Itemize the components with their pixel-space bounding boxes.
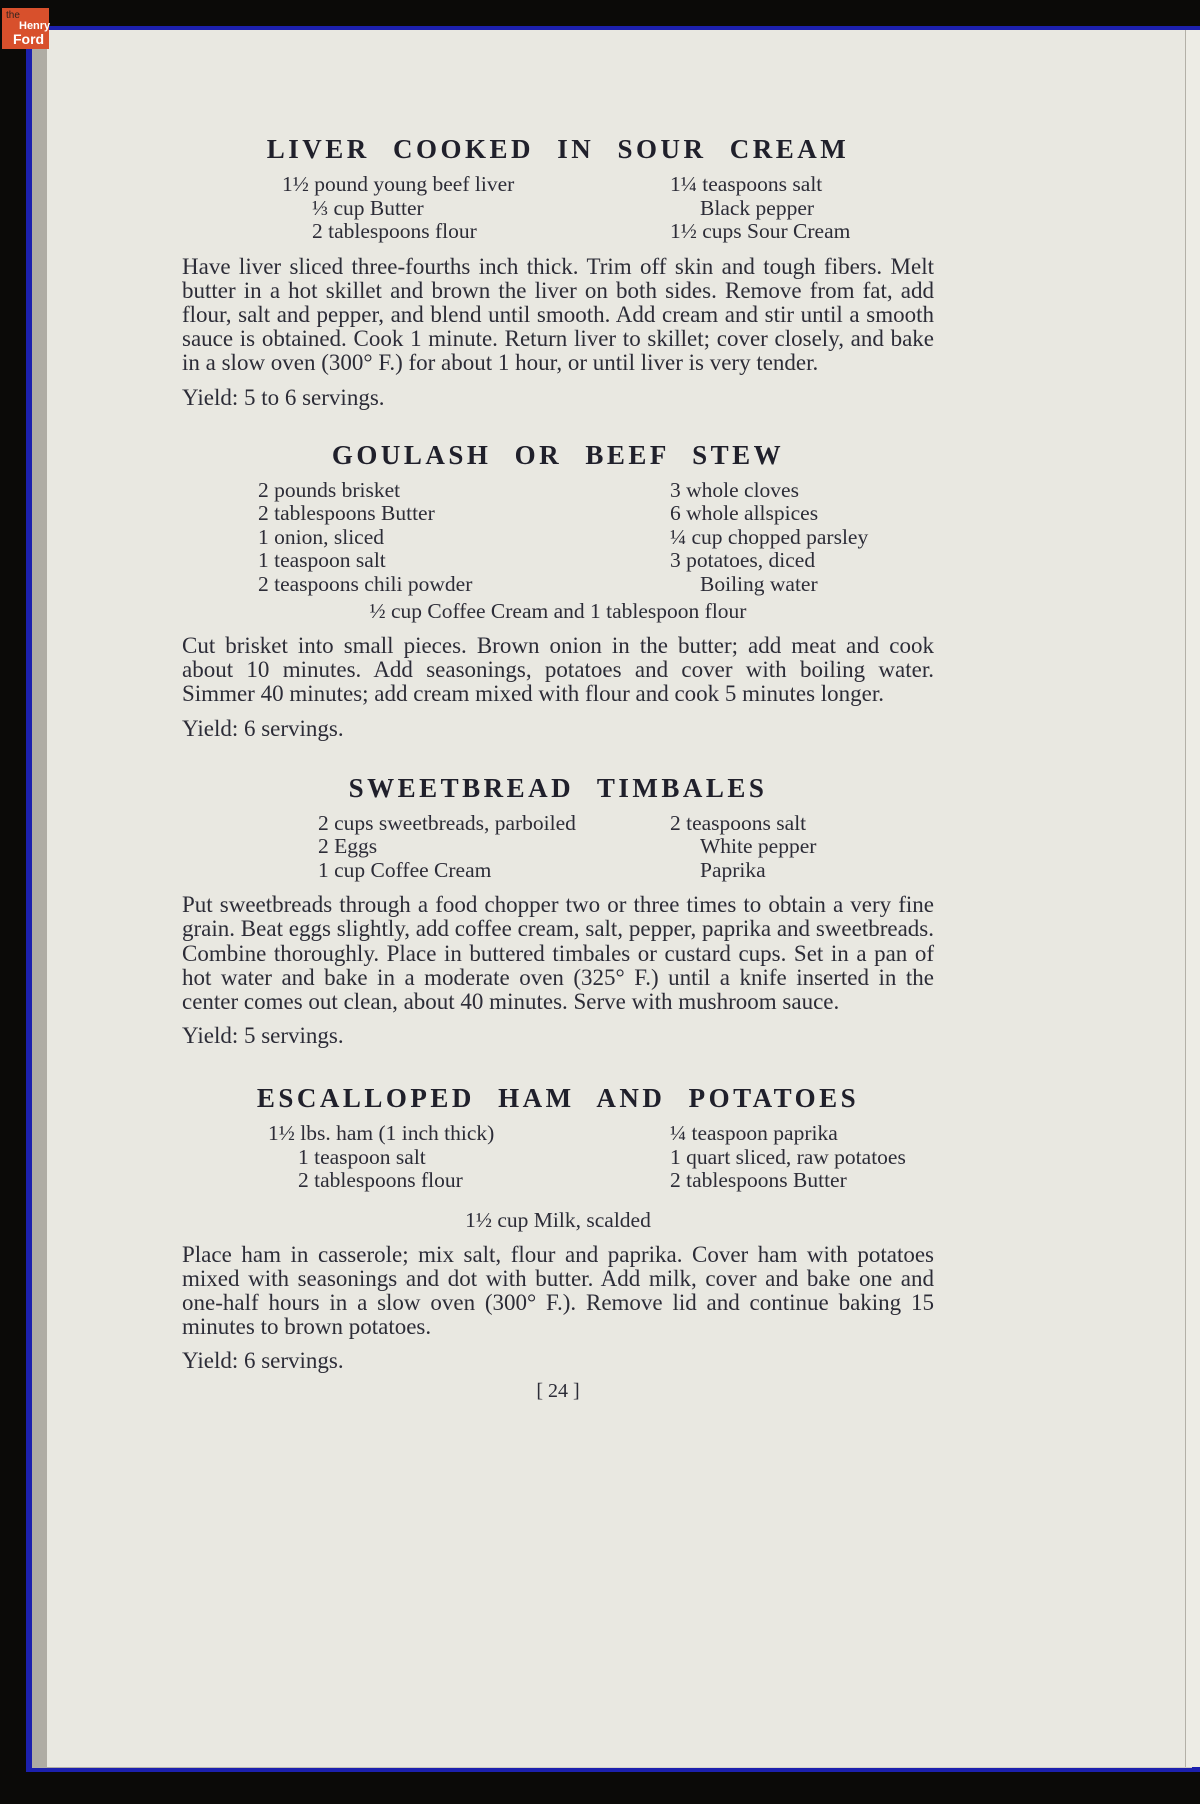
book-page [47, 30, 1200, 1767]
logo-text-ford: Ford [13, 31, 45, 47]
ingredient-left: 2 tablespoons Butter [258, 501, 435, 526]
ingredient-list [182, 479, 934, 597]
ingredient-left: ⅓ cup Butter [312, 195, 424, 220]
ingredient-right: Paprika [700, 857, 766, 882]
ingredient-row [182, 573, 934, 597]
ingredient-extra: ½ cup Coffee Cream and 1 tablespoon flour [369, 599, 747, 624]
yield-text: Yield: 5 servings. [182, 1023, 344, 1049]
ingredient-left: 1 teaspoon salt [258, 548, 386, 573]
ingredient-row [182, 835, 934, 859]
yield-text: Yield: 5 to 6 servings. [182, 384, 385, 410]
archive-logo [2, 8, 49, 49]
ingredient-right: White pepper [700, 834, 817, 859]
page-right-edge [1185, 30, 1200, 1767]
recipe-title: LIVER COOKED IN SOUR CREAM [266, 134, 850, 164]
ingredient-left: 1 cup Coffee Cream [318, 857, 492, 882]
ingredient-left: 1 onion, sliced [258, 524, 384, 549]
recipe-section [182, 1083, 934, 1373]
ingredient-right: ¼ teaspoon paprika [670, 1121, 838, 1146]
page-content [182, 134, 934, 1403]
ingredient-left: 1½ pound young beef liver [282, 172, 515, 196]
ingredient-row [182, 549, 934, 573]
yield-text: Yield: 6 servings. [182, 715, 344, 741]
ingredient-right: 1 quart sliced, raw potatoes [670, 1144, 906, 1169]
ingredient-row [182, 197, 934, 221]
ingredient-right: 2 teaspoons salt [670, 810, 807, 835]
ingredient-right: 2 tablespoons Butter [670, 1168, 847, 1193]
page-number: [ 24 ] [536, 1380, 580, 1403]
recipe-section [182, 773, 934, 1049]
ingredient-right: 3 whole cloves [670, 477, 799, 502]
logo-text-henry: Henry [19, 20, 51, 32]
ingredient-row [182, 1169, 934, 1193]
recipe-title: SWEETBREAD TIMBALES [348, 772, 768, 803]
ingredient-left: 1½ lbs. ham (1 inch thick) [268, 1121, 495, 1146]
recipe-title: GOULASH OR BEEF STEW [331, 439, 785, 470]
ingredient-row [182, 859, 934, 883]
ingredient-row [182, 479, 934, 503]
ingredient-list [182, 173, 934, 244]
ingredient-row [182, 526, 934, 550]
ingredient-right: ¼ cup chopped parsley [670, 524, 869, 549]
instructions-paragraph: Place ham in casserole; mix salt, flour and paprika. Cover ham with potatoes mixed with seasonings and dot with butter. Add milk, cover and bake one and one-half hours in a slow oven (300° F.). Remove lid and continue baking 15 minutes to brown potatoes. [182, 1241, 934, 1340]
ingredient-left: 2 teaspoons chili powder [258, 571, 473, 596]
ingredient-right: Boiling water [700, 571, 818, 596]
ingredient-left: 2 tablespoons flour [312, 219, 477, 243]
ingredient-extra: 1½ cup Milk, scalded [465, 1207, 651, 1232]
ingredient-left: 1 teaspoon salt [298, 1144, 426, 1169]
ingredient-left: 2 tablespoons flour [298, 1168, 463, 1193]
ingredient-right: 6 whole allspices [670, 501, 819, 526]
yield-text: Yield: 6 servings. [182, 1348, 344, 1374]
recipe-title: ESCALLOPED HAM AND POTATOES [256, 1083, 860, 1114]
ingredient-left: 2 pounds brisket [258, 477, 401, 502]
ingredient-row [182, 812, 934, 836]
ingredient-row [182, 1146, 934, 1170]
ingredient-list [182, 812, 934, 883]
recipe-section [182, 440, 934, 741]
ingredient-row [182, 1122, 934, 1146]
ingredient-row [182, 220, 934, 244]
ingredient-row [182, 173, 934, 197]
instructions-paragraph: Have liver sliced three-fourths inch thick. Trim off skin and tough fibers. Melt butter in a hot skillet and brown the liver on both sides. Remove from fat, add flour, salt and pepper, and blend until smooth. Add cream and stir until a smooth sauce is obtained. Cook 1 minute. Return liver to skillet; cover closely, and bake in a slow oven (300° F.) for about 1 hour, or until liver is very tender. [182, 253, 934, 376]
ingredient-list [182, 1122, 934, 1193]
ingredient-right: Black pepper [700, 195, 815, 220]
instructions-paragraph: Put sweetbreads through a food chopper two or three times to obtain a very fine grain. Beat eggs slightly, add coffee cream, salt, pepper, paprika and sweetbreads. Combine thoroughly. Place in buttered timbales or custard cups. Set in a pan of hot water and bake in a moderate oven (325° F.) until a knife inserted in the center comes out clean, about 40 minutes. Serve with mushroom sauce. [182, 892, 934, 1014]
ingredient-right: 3 potatoes, diced [670, 548, 816, 573]
instructions-paragraph: Cut brisket into small pieces. Brown onion in the butter; add meat and cook about 10 minutes. Add seasonings, potatoes and cover with boiling water. Simmer 40 minutes; add cream mixed with flour and cook 5 minutes longer. [182, 633, 934, 707]
ingredient-right: 1¼ teaspoons salt [670, 172, 823, 196]
ingredient-left: 2 Eggs [318, 834, 378, 859]
recipe-section [182, 134, 934, 410]
ingredient-row [182, 502, 934, 526]
logo-text-the: the [6, 10, 20, 21]
ingredient-left: 2 cups sweetbreads, parboiled [318, 810, 576, 835]
ingredient-right: 1½ cups Sour Cream [670, 219, 851, 243]
